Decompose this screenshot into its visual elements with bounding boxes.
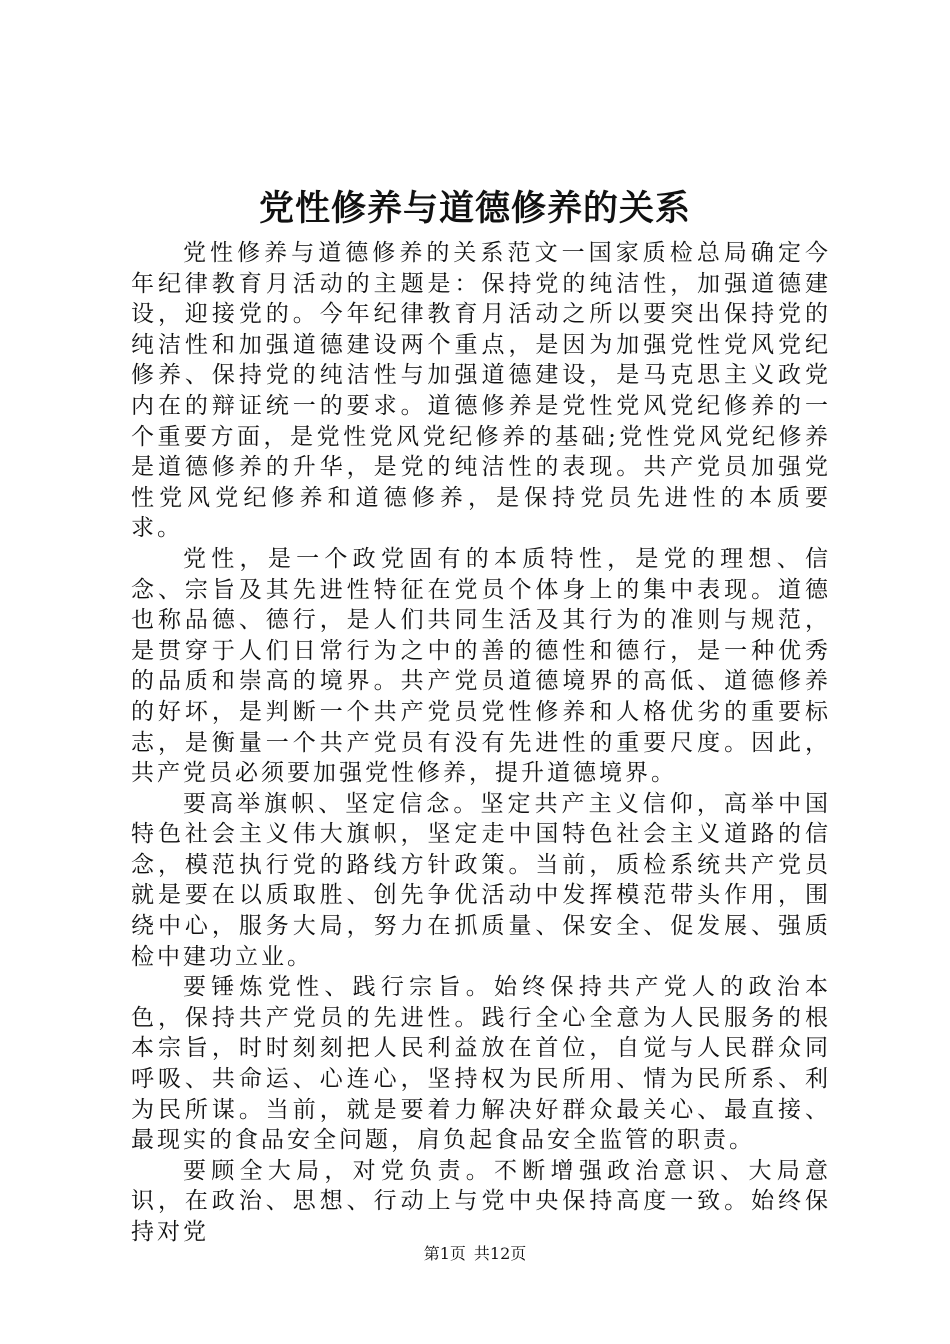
page-number-current: 第1页 xyxy=(423,1244,466,1263)
paragraph-1: 党性修养与道德修养的关系范文一国家质检总局确定今年纪律教育月活动的主题是：保持党的纯洁性，加强道德建设，迎接党的。今年纪律教育月活动之所以要突出保持党的纯洁性和加强道德建设两个重点，是因为加强党性党风党纪修养、保持党的纯洁性与加强道德建设，是马克思主义政党内在的辩证统一的要求。道德修养是党性党风党纪修养的一个重要方面，是党性党风党纪修养的基础;党性党风党纪修养是道德修养的升华，是党的纯洁性的表现。共产党员加强党性党风党纪修养和道德修养，是保持党员先进性的本质要求。 xyxy=(131,240,831,542)
paragraph-2: 党性，是一个政党固有的本质特性，是党的理想、信念、宗旨及其先进性特征在党员个体身上的集中表现。道德也称品德、德行，是人们共同生活及其行为的准则与规范，是贯穿于人们日常行为之中的善的德性和德行，是一种优秀的品质和崇高的境界。共产党员道德境界的高低、道德修养的好坏，是判断一个共产党员党性修养和人格优劣的重要标志，是衡量一个共产党员有没有先进性的重要尺度。因此，共产党员必须要加强党性修养，提升道德境界。 xyxy=(131,545,831,787)
paragraph-3: 要高举旗帜、坚定信念。坚定共产主义信仰，高举中国特色社会主义伟大旗帜，坚定走中国特色社会主义道路的信念，模范执行党的路线方针政策。当前，质检系统共产党员就是要在以质取胜、创先争优活动中发挥模范带头作用，围绕中心，服务大局，努力在抓质量、保安全、促发展、强质检中建功立业。 xyxy=(131,790,831,970)
paragraph-4: 要锤炼党性、践行宗旨。始终保持共产党人的政治本色，保持共产党员的先进性。践行全心全意为人民服务的根本宗旨，时时刻刻把人民利益放在首位，自觉与人民群众同呼吸、共命运、心连心，坚持权为民所用、情为民所系、利为民所谋。当前，就是要着力解决好群众最关心、最直接、最现实的食品安全问题，肩负起食品安全监管的职责。 xyxy=(131,974,831,1154)
page-footer xyxy=(0,1244,950,1264)
page-number-total: 共12页 xyxy=(473,1244,527,1263)
document-body xyxy=(131,238,831,1248)
document-title: 党性修养与道德修养的关系 xyxy=(258,188,691,229)
paragraph-5: 要顾全大局，对党负责。不断增强政治意识、大局意识，在政治、思想、行动上与党中央保持高度一致。始终保持对党 xyxy=(131,1157,831,1245)
